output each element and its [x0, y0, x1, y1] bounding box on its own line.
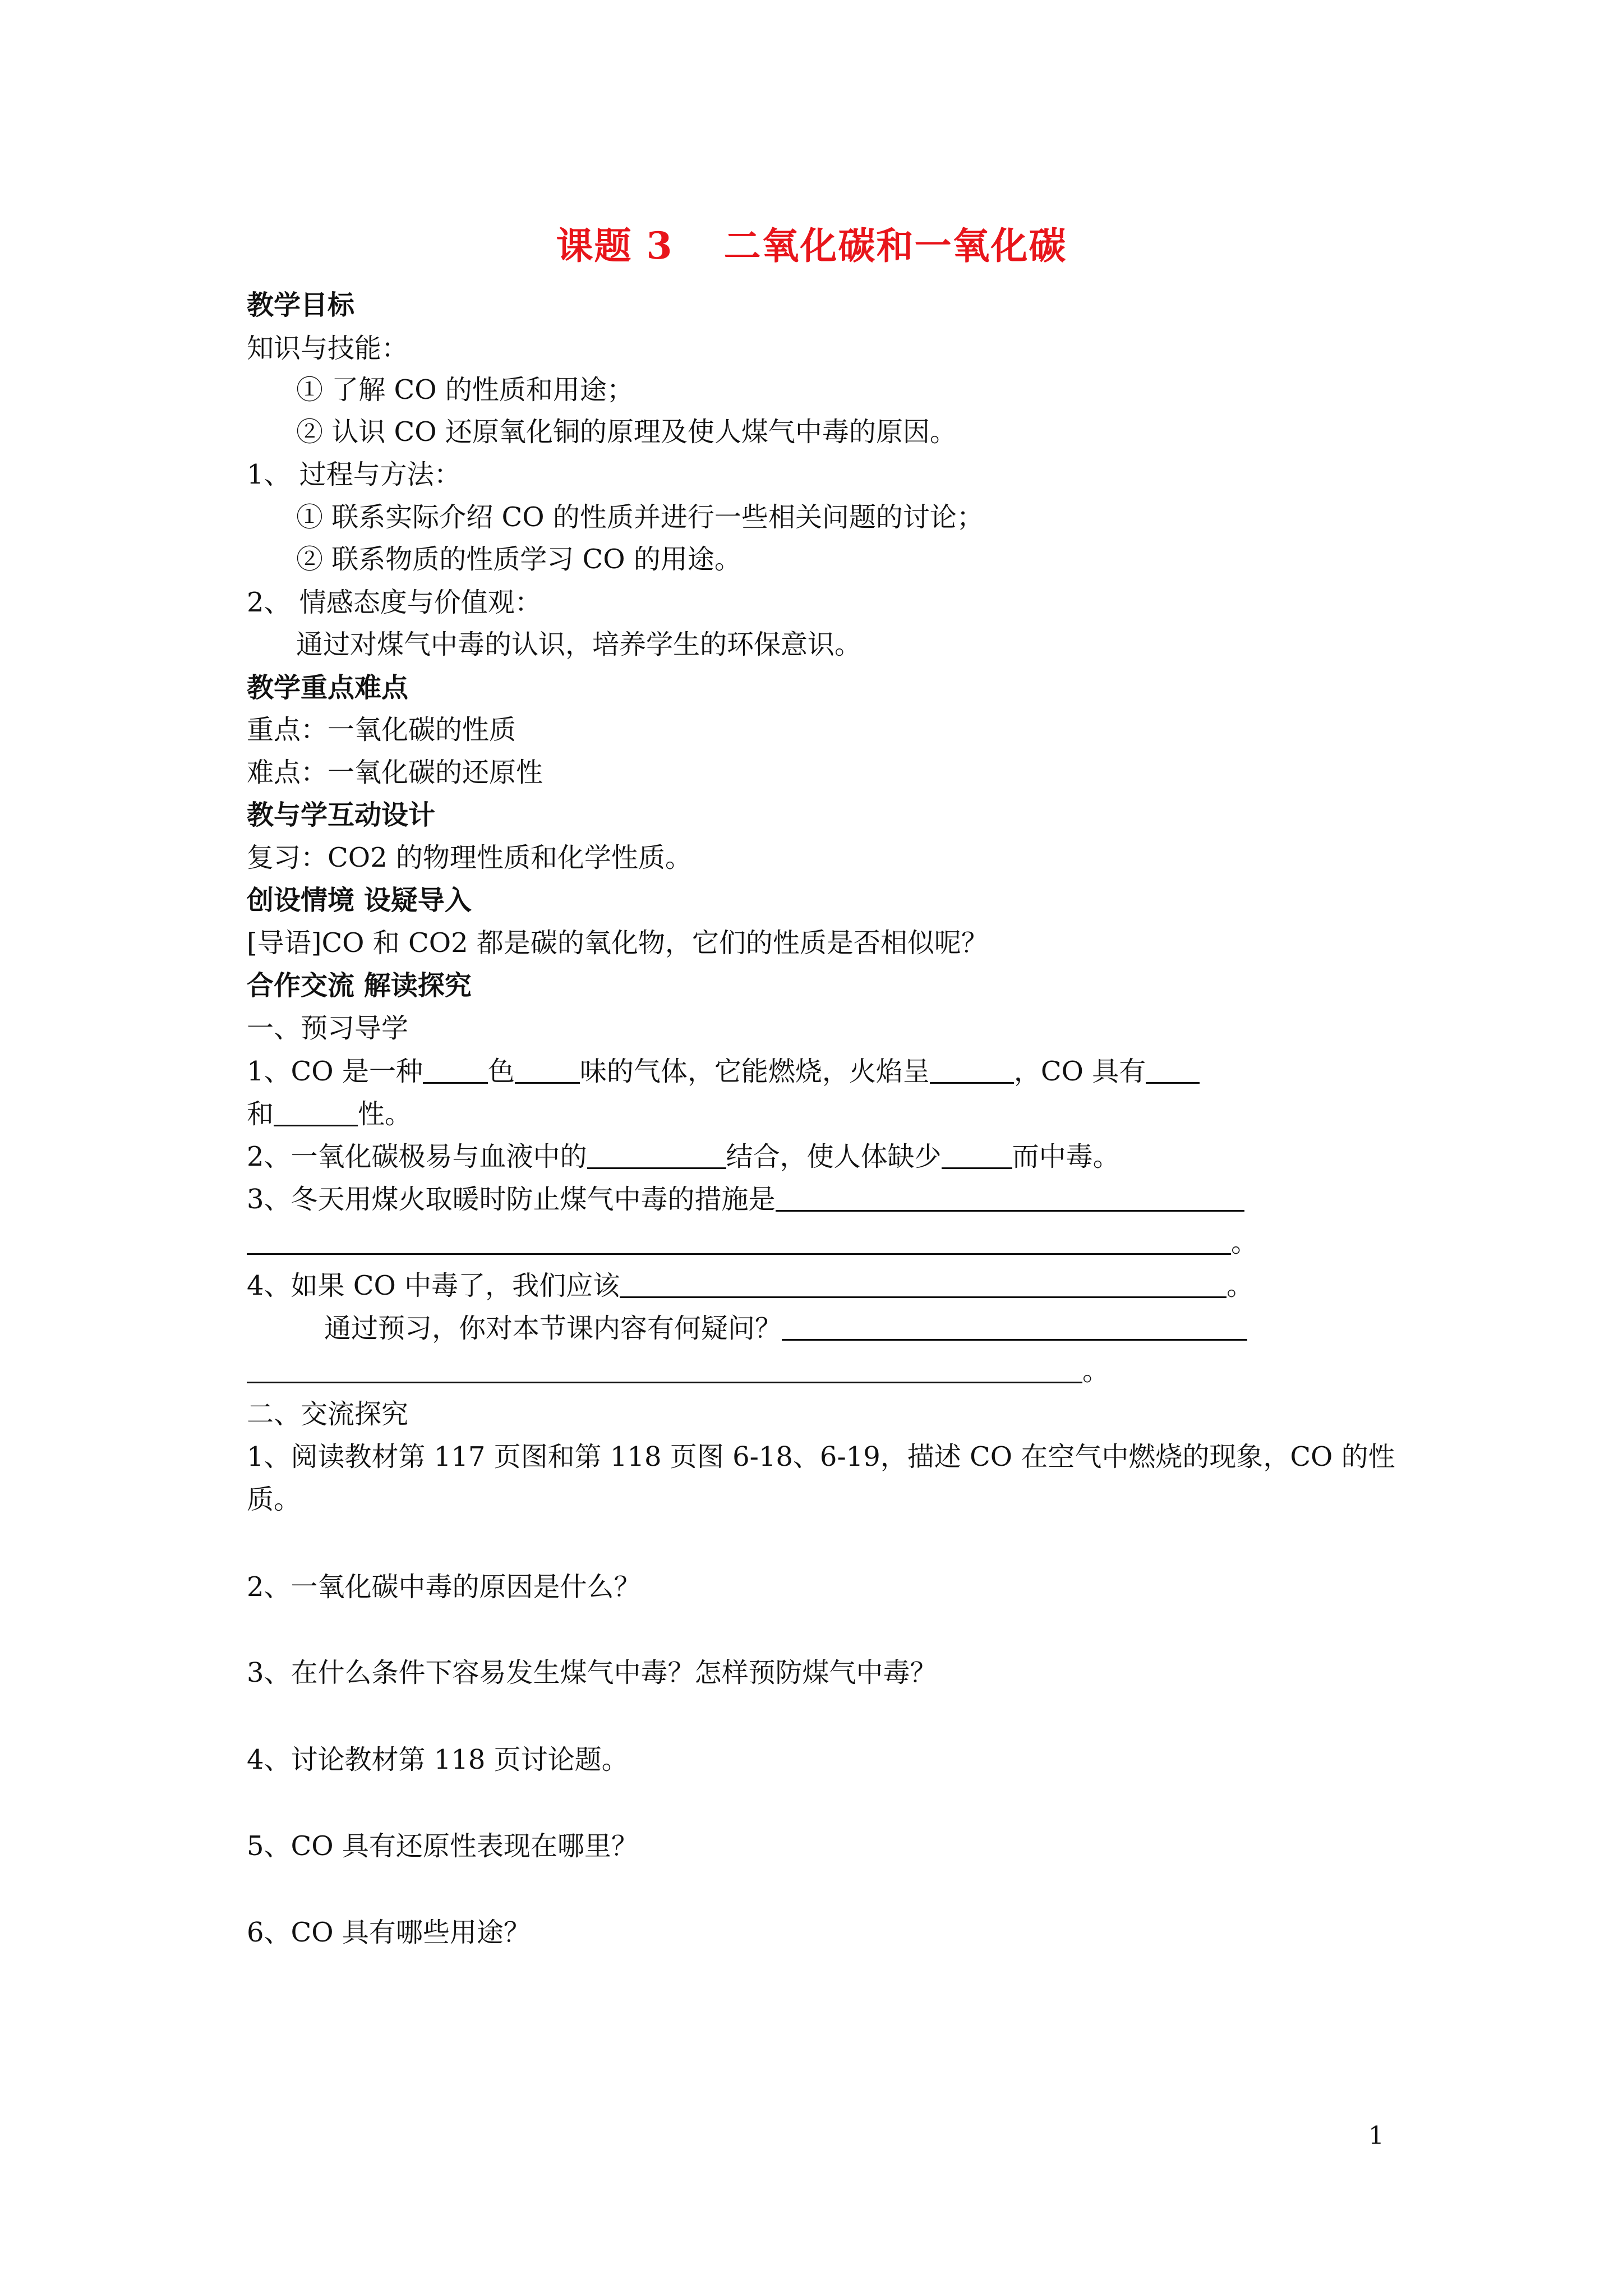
preview-question-1-cont: 和 性。 [247, 1098, 412, 1130]
interaction-heading: 教与学互动设计 [247, 799, 436, 831]
preview-question-1: 1、CO 是一种 色 味的气体，它能燃烧，火焰呈 ，CO 具有 [247, 1053, 1200, 1089]
blank-lack [942, 1140, 1012, 1169]
explore-question-2: 2、一氧化碳中毒的原因是什么？ [247, 1571, 641, 1603]
explore-question-4: 4、讨论教材第 118 页讨论题。 [247, 1744, 629, 1775]
page-number: 1 [1368, 2122, 1384, 2150]
preview-question-5: 通过预习，你对本节课内容有何疑问？ [324, 1310, 1247, 1346]
scenario-heading: 创设情境 设疑导入 [247, 885, 472, 916]
title-part2: 二氧化碳和一氧化碳 [723, 224, 1067, 268]
cooperation-heading: 合作交流 解读探究 [247, 970, 472, 1001]
blank-property-1 [1146, 1055, 1200, 1084]
process-item-1: ① 联系实际介绍 CO 的性质并进行一些相关问题的讨论； [296, 501, 984, 533]
explore-title: 二、交流探究 [247, 1398, 409, 1430]
explore-question-5: 5、CO 具有还原性表现在哪里？ [247, 1830, 638, 1862]
title-part1: 课题 3 [556, 224, 674, 268]
blank-smell [515, 1055, 580, 1084]
preview-question-5-cont: 。 [247, 1353, 1109, 1389]
blank-doubt-1 [782, 1312, 1247, 1341]
objectives-heading: 教学目标 [247, 289, 355, 321]
blank-doubt-2 [247, 1355, 1082, 1383]
preview-question-3-cont: 。 [247, 1225, 1258, 1260]
preview-title: 一、预习导学 [247, 1013, 409, 1044]
blank-property-2 [274, 1098, 358, 1126]
blank-flame [930, 1055, 1014, 1084]
explore-question-6: 6、CO 具有哪些用途？ [247, 1917, 531, 1948]
page-title [0, 216, 1623, 269]
knowledge-item-2: ② 认识 CO 还原氧化铜的原理及使人煤气中毒的原因。 [296, 416, 957, 448]
explore-question-3: 3、在什么条件下容易发生煤气中毒？怎样预防煤气中毒？ [247, 1657, 937, 1688]
blank-color [423, 1055, 488, 1084]
explore-question-1: 1、阅读教材第 117 页图和第 118 页图 6-18、6-19，描述 CO 在空气中燃烧的现象，CO 的性 [247, 1441, 1395, 1473]
process-item-2: ② 联系物质的性质学习 CO 的用途。 [296, 544, 741, 575]
knowledge-label: 知识与技能： [247, 333, 409, 364]
scenario-intro: [导语]CO 和 CO2 都是碳的氧化物，它们的性质是否相似呢？ [247, 927, 988, 959]
keypoints-heading: 教学重点难点 [247, 672, 409, 703]
knowledge-item-1: ① 了解 CO 的性质和用途； [296, 374, 634, 406]
blank-measures-1 [776, 1183, 1244, 1212]
emotion-label: 2、 情感态度与价值观： [247, 587, 542, 618]
keypoint-difficult: 难点：一氧化碳的还原性 [247, 757, 543, 788]
review-text: 复习：CO2 的物理性质和化学性质。 [247, 842, 692, 873]
preview-question-4: 4、如果 CO 中毒了，我们应该 。 [247, 1270, 1254, 1301]
emotion-item-1: 通过对煤气中毒的认识，培养学生的环保意识。 [296, 629, 862, 660]
keypoint-key: 重点：一氧化碳的性质 [247, 714, 517, 746]
blank-blood [587, 1140, 726, 1169]
process-label: 1、 过程与方法： [247, 459, 461, 490]
preview-question-2: 2、一氧化碳极易与血液中的 结合，使人体缺少 而中毒。 [247, 1141, 1120, 1172]
blank-measures-2 [247, 1226, 1231, 1255]
blank-treatment [620, 1269, 1227, 1298]
explore-question-1-cont: 质。 [247, 1484, 301, 1515]
preview-question-3: 3、冬天用煤火取暖时防止煤气中毒的措施是 [247, 1181, 1244, 1217]
